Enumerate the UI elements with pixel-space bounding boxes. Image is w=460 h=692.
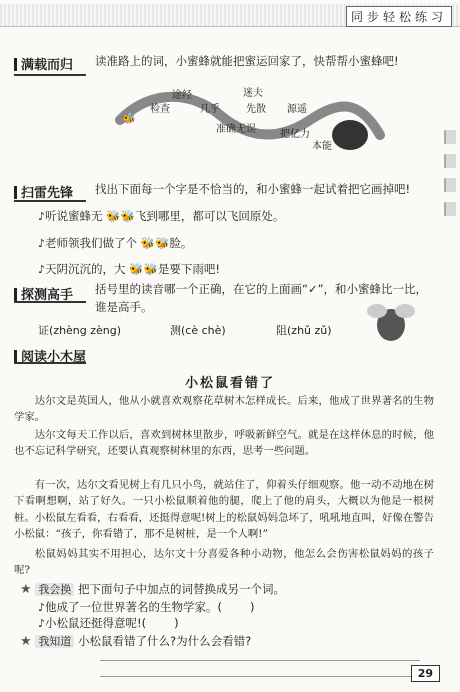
- story-title: 小松鼠看错了: [184, 376, 275, 391]
- path-word: 源遥: [287, 104, 307, 115]
- section-instruction-s1: 读准路上的词，小蜜蜂就能把蜜运回家了，快帮帮小蜜蜂吧!: [95, 54, 399, 68]
- section-instruction-s3-line2: 谁是高手。: [95, 300, 153, 314]
- section-title-s4: 阅读小木屋: [14, 346, 86, 365]
- story-paragraph: 达尔文每天工作以后，喜欢到树林里散步，呼吸新鲜空气。就是在这样休息的时候，他也不忘记科学研究，还要认真观察树林里的东西，思考一些问题。: [14, 429, 434, 458]
- story-paragraph: 达尔文是英国人，他从小就喜欢观察花草树木怎样成长。后来，他成了世界著名的生物学家。: [14, 395, 434, 424]
- music-note-icon: ♪: [38, 237, 46, 250]
- bee-choice-icon: 🐝🐝: [140, 236, 170, 250]
- path-word: 准确无误: [216, 124, 256, 135]
- path-word: 途经: [172, 90, 192, 101]
- answer-line[interactable]: [100, 676, 420, 677]
- pinyin-item: 证(zhèng zèng): [38, 324, 122, 337]
- story-paragraph: 松鼠妈妈其实不用担心，达尔文十分喜爱各种小动物，他怎么会伤害松鼠妈妈的孩子呢?: [14, 548, 434, 577]
- music-note-icon: ♪: [38, 601, 46, 614]
- section-instruction-s3-line1: 括号里的读音哪一个正确，在它的上面画“✓”，和小蜜蜂比一比，: [95, 282, 428, 296]
- section-underline: [14, 301, 86, 303]
- q1-text: 把下面句子中加点的词替换成另一个词。: [77, 582, 285, 596]
- section-title-s2: 扫雷先锋: [14, 182, 73, 201]
- bee-choice-icon: 🐝🐝: [129, 262, 158, 276]
- music-note-icon: ♪: [38, 617, 46, 630]
- pinyin-item: 阻(zhǔ zǔ): [276, 324, 332, 337]
- page-number: 29: [411, 665, 440, 682]
- side-tabs: [444, 130, 460, 226]
- story-paragraph: 有一次，达尔文看见树上有几只小鸟，就站住了，仰着头仔细观察。他一动不动地在树下看啊想啊，站了好久。一只小松鼠顺着他的腿，爬上了他的肩头，大概以为他是一根树桩。小松鼠左看看，右看看，还挺得意呢!树上的松鼠妈妈急坏了，吼吼地直叫，好像在警告小松鼠：“孩子，你看错了，那不是树桩，是一个人啊!”: [14, 479, 434, 540]
- s2-line-2: ♪老师领我们做了个 🐝🐝脸。: [38, 236, 193, 250]
- section-underline: [14, 200, 86, 202]
- q2-row: [20, 632, 251, 651]
- answer-line[interactable]: [100, 660, 420, 661]
- bee-mascot-icon: [365, 295, 417, 347]
- music-note-icon: ♪: [38, 210, 46, 223]
- section-title-s3: 探测高手: [14, 284, 73, 303]
- section-underline: [14, 362, 86, 364]
- q1-line: ♪他成了一位世界著名的生物学家。( ): [38, 600, 255, 614]
- q1-line: ♪小松鼠还挺得意呢!( ): [38, 616, 179, 630]
- section-title-s1: 满载而归: [14, 54, 73, 73]
- bee-icon: 🐝: [122, 112, 136, 125]
- q1-row: [20, 580, 285, 599]
- path-word: 本能: [312, 141, 332, 152]
- section-underline: [14, 74, 86, 76]
- path-word: 先散: [246, 104, 266, 115]
- page-header-title: 同步轻松练习: [346, 6, 452, 27]
- path-word: 把亿力: [280, 129, 310, 140]
- section-instruction-s2: 找出下面每一个字是不恰当的，和小蜜蜂一起试着把它画掉吧!: [95, 182, 411, 196]
- s2-line-3: ♪天阴沉沉的，大 🐝🐝是要下雨吧!: [38, 262, 220, 276]
- path-word: 迷夫: [243, 88, 263, 99]
- pinyin-item: 测(cè chè): [170, 324, 226, 337]
- s2-line-1: ♪听说蜜蜂无 🐝🐝飞到哪里，都可以飞回原处。: [38, 209, 285, 223]
- q2-label: 我知道: [35, 635, 74, 648]
- path-word: 几乎: [200, 104, 220, 115]
- star-icon: ★: [20, 582, 32, 597]
- hive-icon: [330, 118, 370, 152]
- star-icon: ★: [20, 634, 32, 649]
- bee-choice-icon: 🐝🐝: [106, 209, 135, 223]
- q1-label: 我会换: [35, 583, 74, 596]
- q2-text: 小松鼠看错了什么?为什么会看错?: [77, 634, 252, 648]
- path-word: 检查: [150, 104, 170, 115]
- music-note-icon: ♪: [38, 263, 46, 276]
